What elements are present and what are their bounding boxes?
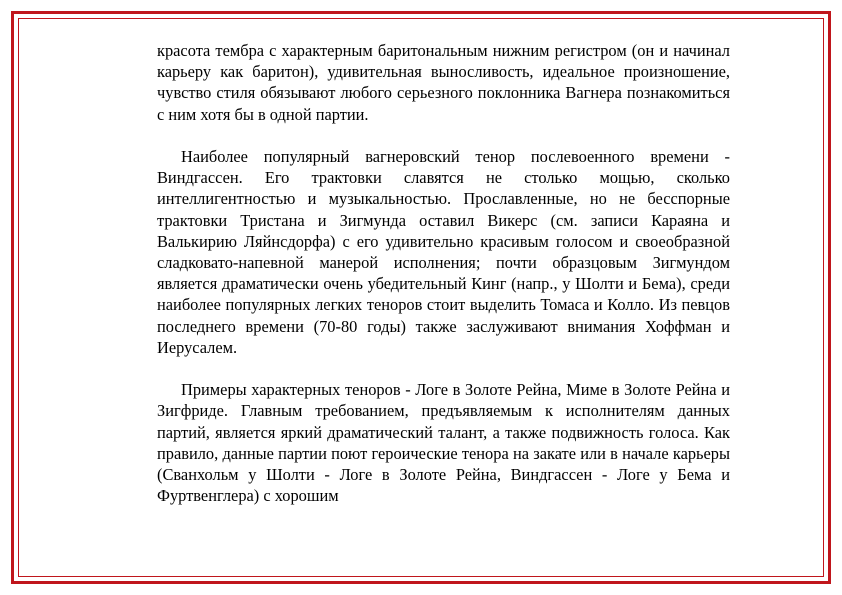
document-body bbox=[157, 40, 730, 528]
paragraph-3: Примеры характерных теноров - Логе в Золоте Рейна, Миме в Золоте Рейна и Зигфриде. Главным требованием, предъявляемым к исполнителям данных партий, является яркий драматический талант, а также подвижность голоса. Как правило, данные партии поют героические тенора на закате или в начале карьеры (Сванхольм у Шолти - Логе в Золоте Рейна, Виндгассен - Логе у Бема и Фуртвенглера) с хорошим bbox=[157, 380, 730, 506]
paragraph-2: Наиболее популярный вагнеровский тенор послевоенного времени - Виндгассен. Его трактовки славятся не столько мощью, сколько интеллигентностью и музыкальностью. Прославленные, но не бесспорные трактовки Тристана и Зигмунда оставил Викерс (см. записи Караяна и Валькирию Ляйнсдорфа) с его удивительно красивым голосом и своеобразной сладковато-напевной манерой исполнения; почти образцовым Зигмундом является драматически очень убедительный Кинг (напр., у Шолти и Бема), среди наиболее популярных легких теноров стоит выделить Томаса и Колло. Из певцов последнего времени (70-80 годы) также заслуживают внимания Хоффман и Иерусалем. bbox=[157, 147, 730, 357]
paragraph-1: красота тембра с характерным баритональным нижним регистром (он и начинал карьеру как баритон), удивительная выносливость, идеальное произношение, чувство стиля обязывают любого серьезного поклонника Вагнера познакомиться с ним хотя бы в одной партии. bbox=[157, 41, 730, 124]
